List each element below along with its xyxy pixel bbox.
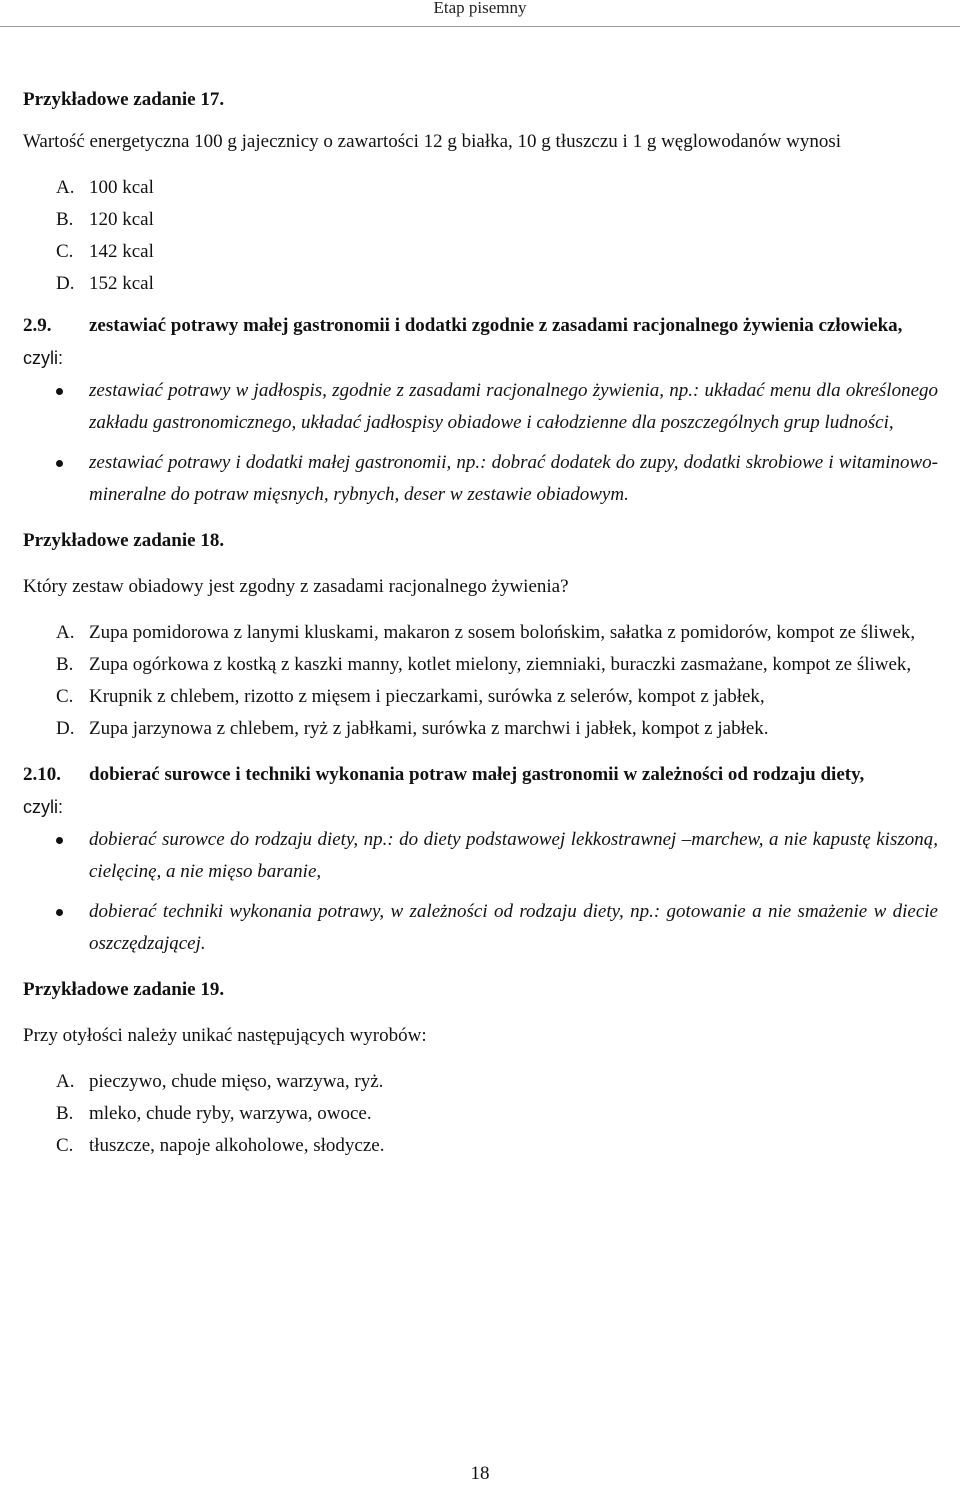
task-19-option-b — [23, 1098, 938, 1130]
option-letter: C. — [56, 1135, 74, 1156]
page-number: 18 — [470, 1463, 490, 1484]
section-title: zestawiać potrawy małej gastronomii i dodatki zgodnie z zasadami racjonalnego żywienia człowieka, — [89, 315, 903, 336]
section-2-9-bullet-2 — [23, 447, 938, 511]
option-letter: C. — [56, 686, 74, 707]
bullet-dot — [23, 896, 89, 960]
section-number: 2.10. — [23, 764, 61, 785]
header-title: Etap pisemny — [433, 0, 527, 17]
task-18-option-a — [23, 617, 938, 649]
running-header — [0, 0, 960, 27]
task-18-option-d — [23, 713, 938, 745]
option-letter: A. — [56, 1071, 75, 1092]
option-text: Krupnik z chlebem, rizotto z mięsem i pieczarkami, surówka z selerów, kompot z jabłek, — [89, 686, 765, 707]
bullet-dot — [23, 824, 89, 888]
section-2-10-heading — [23, 759, 938, 791]
task-18-option-b — [23, 649, 938, 681]
option-letter: A. — [56, 177, 75, 198]
option-text: Zupa jarzynowa z chlebem, ryż z jabłkami, surówka z marchwi i jabłek, kompot z jabłek. — [89, 718, 769, 739]
option-text: Zupa pomidorowa z lanymi kluskami, makaron z sosem bolońskim, sałatka z pomidorów, kompot ze śliwek, — [89, 622, 916, 643]
section-number: 2.9. — [23, 315, 52, 336]
section-2-9-heading — [23, 310, 938, 342]
page-content — [23, 84, 938, 1162]
task-17-option-c — [56, 236, 938, 268]
option-text: Zupa ogórkowa z kostką z kaszki manny, kotlet mielony, ziemniaki, buraczki zasmażane, kompot ze śliwek, — [89, 654, 912, 675]
option-text: 120 kcal — [89, 209, 154, 230]
bullet-dot — [23, 375, 89, 439]
section-2-10-bullet-1 — [23, 824, 938, 888]
option-text: 100 kcal — [89, 177, 154, 198]
task-17-option-a — [56, 172, 938, 204]
task-17-options — [23, 172, 938, 300]
bullet-text: dobierać surowce do rodzaju diety, np.: do diety podstawowej lekkostrawnej –marchew, a nie kapustę kiszoną, cielęcinę, a nie mięso baranie, — [89, 829, 938, 882]
task-19-question: Przy otyłości należy unikać następujących wyrobów: — [23, 1025, 427, 1046]
bullet-dot — [23, 447, 89, 511]
task-18-question: Który zestaw obiadowy jest zgodny z zasadami racjonalnego żywienia? — [23, 576, 569, 597]
page-footer — [0, 1462, 960, 1486]
section-title: dobierać surowce i techniki wykonania potraw małej gastronomii w zależności od rodzaju diety, — [89, 764, 865, 785]
bullet-text: dobierać techniki wykonania potrawy, w zależności od rodzaju diety, np.: gotowanie a nie smażenie w diecie oszczędzającej. — [89, 901, 938, 954]
task-17-option-d — [56, 268, 938, 300]
option-letter: B. — [56, 1103, 74, 1124]
bullet-text: zestawiać potrawy i dodatki małej gastronomii, np.: dobrać dodatek do zupy, dodatki skrobiowe i witaminowo-mineralne do potraw mięsnych, rybnych, deser w zestawie obiadowym. — [89, 452, 938, 505]
task-17-heading: Przykładowe zadanie 17. — [23, 89, 225, 110]
option-text: mleko, chude ryby, warzywa, owoce. — [89, 1103, 372, 1124]
section-2-9-bullet-1 — [23, 375, 938, 439]
option-letter: C. — [56, 241, 74, 262]
task-17-question: Wartość energetyczna 100 g jajecznicy o zawartości 12 g białka, 10 g tłuszczu i 1 g węglowodanów wynosi — [23, 131, 842, 152]
option-letter: A. — [56, 622, 75, 643]
option-text: 142 kcal — [89, 241, 154, 262]
task-19-option-c — [23, 1130, 938, 1162]
option-letter: D. — [56, 273, 75, 294]
bullet-text: zestawiać potrawy w jadłospis, zgodnie z zasadami racjonalnego żywienia, np.: układać menu dla określonego zakładu gastronomicznego, układać jadłospisy obiadowe i całodzienne dla poszczególnych grup ludności, — [89, 380, 938, 433]
czyli-label: czyli: — [23, 348, 63, 368]
option-letter: B. — [56, 209, 74, 230]
option-text: tłuszcze, napoje alkoholowe, słodycze. — [89, 1135, 385, 1156]
czyli-label: czyli: — [23, 797, 63, 817]
option-text: 152 kcal — [89, 273, 154, 294]
option-letter: B. — [56, 654, 74, 675]
task-18-option-c — [23, 681, 938, 713]
task-19-option-a — [23, 1066, 938, 1098]
task-18-heading: Przykładowe zadanie 18. — [23, 530, 225, 551]
section-2-10-bullet-2 — [23, 896, 938, 960]
task-19-heading: Przykładowe zadanie 19. — [23, 979, 225, 1000]
option-text: pieczywo, chude mięso, warzywa, ryż. — [89, 1071, 384, 1092]
task-17-option-b — [56, 204, 938, 236]
option-letter: D. — [56, 718, 75, 739]
